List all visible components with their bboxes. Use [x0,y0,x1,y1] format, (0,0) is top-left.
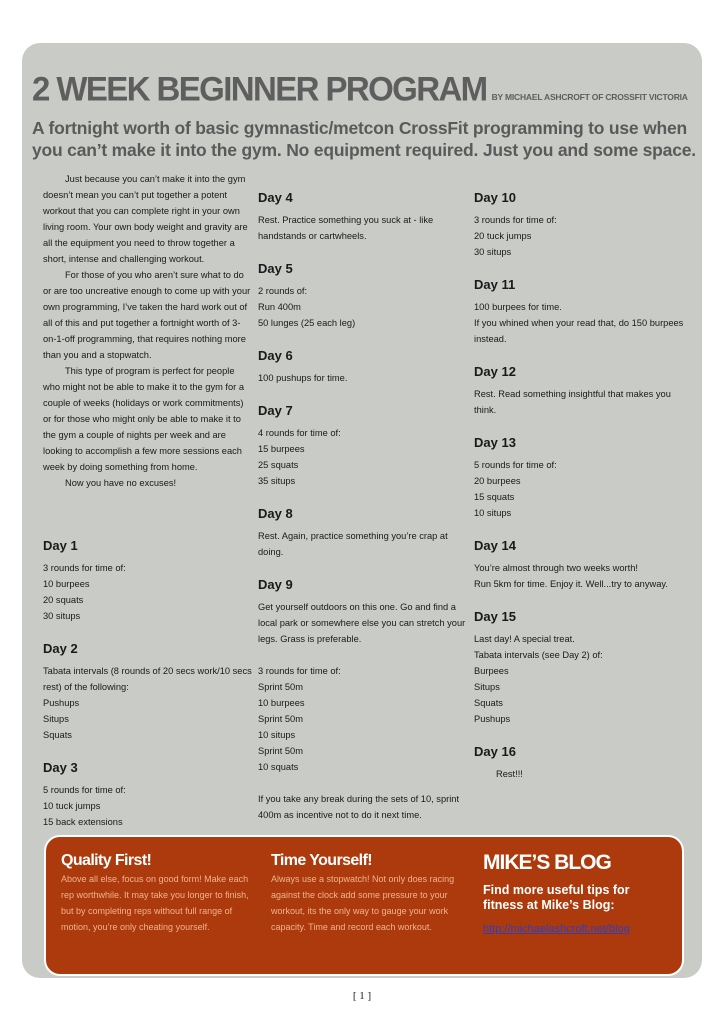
day-13 [474,435,684,521]
day-line: 50 lunges (25 each leg) [258,318,356,328]
column-3 [474,190,684,799]
column-1-days [43,538,253,847]
day-line: Sprint 50m [258,714,303,724]
day-line: Tabata intervals (8 rounds of 20 secs work/10 secs rest) of the following: [43,666,252,692]
day-line: 100 pushups for time. [258,373,348,383]
day-line: Run 5km for time. Enjoy it. Well...try to anyway. [474,579,668,589]
day-line: 15 back extensions [43,817,123,827]
day-line: 3 rounds for time of: [43,563,126,573]
blog-heading: MIKE’S BLOG [483,851,611,874]
day-line: 10 situps [474,508,512,518]
day-heading: Day 6 [258,348,293,363]
day-line: 25 squats [258,460,299,470]
day-line: 5 rounds for time of: [474,460,557,470]
day-line: Rest!!! [496,769,523,779]
day-line: 10 burpees [43,579,90,589]
day-intro: Get yourself outdoors on this one. Go and find a local park or somewhere else you can stretch your legs. Grass is preferable. [258,602,466,644]
day-line: Rest. Practice something you suck at - like handstands or cartwheels. [258,215,434,241]
day-line: 30 situps [43,611,81,621]
day-line: 10 squats [258,762,299,772]
day-7 [258,403,468,489]
day-line: 100 burpees for time. [474,302,562,312]
blog-box [483,851,668,935]
time-yourself-heading: Time Yourself! [271,852,372,869]
byline: BY MICHAEL ASHCROFT OF CROSSFIT VICTORIA [491,92,688,102]
day-line: 15 burpees [258,444,305,454]
day-heading: Day 12 [474,364,516,379]
day-line: Tabata intervals (see Day 2) of: [474,650,603,660]
day-heading: Day 1 [43,538,78,553]
day-line: 10 burpees [258,698,305,708]
day-line: If you whined when your read that, do 150 burpees instead. [474,318,684,344]
day-15 [474,609,684,727]
day-heading: Day 5 [258,261,293,276]
day-line: Burpees [474,666,509,676]
day-line: 20 burpees [474,476,521,486]
page-title [32,70,688,108]
time-yourself-box [271,851,461,935]
day-line: 5 rounds for time of: [43,785,126,795]
blog-link[interactable]: http://michaelashcroft.net/blog [483,923,630,935]
quality-first-box [61,851,261,935]
tips-banner [44,835,684,976]
day-1 [43,538,253,624]
day-line: Situps [474,682,500,692]
intro-paragraph: Now you have no excuses! [65,478,177,488]
column-1 [43,171,253,491]
day-line: Sprint 50m [258,682,303,692]
day-3 [43,760,253,830]
time-yourself-text: Always use a stopwatch! Not only does racing against the clock add some pressure to your workout, its the only way to gauge your work capacity. Time and record each workout. [271,874,455,932]
intro-paragraph: Just because you can’t make it into the gym doesn’t mean you can’t put together a potent workout that you can complete right in your own living room. Your own body weight and gravity are all the equipment you need to throw together a short, intense and challenging workout. [43,174,248,264]
day-heading: Day 11 [474,277,516,292]
day-5 [258,261,468,331]
subtitle: A fortnight worth of basic gymnastic/metcon CrossFit programming to use when you can’t make it into the gym. No equipment required. Just you and some space. [32,118,696,160]
column-2 [258,190,468,840]
day-8 [258,506,468,560]
day-16 [474,744,684,782]
intro-paragraph: This type of program is perfect for people who might not be able to make it to the gym for a couple of weeks (holidays or work commitments) or for those who might only be able to make it to the gym a couple of nights per week and are looking to accomplish a few more sessions each week by doing something from home. [43,366,245,472]
day-line: 30 situps [474,247,512,257]
day-line: 15 squats [474,492,515,502]
day-2 [43,641,253,743]
day-heading: Day 9 [258,577,293,592]
day-line: Rest. Read something insightful that makes you think. [474,389,671,415]
day-line: Squats [474,698,503,708]
day-line: 3 rounds for time of: [258,666,341,676]
day-line: 2 rounds of: [258,286,308,296]
blog-text: Find more useful tips for fitness at Mike’s Blog: [483,883,630,912]
day-14 [474,538,684,592]
day-heading: Day 10 [474,190,516,205]
day-line: 10 tuck jumps [43,801,101,811]
day-heading: Day 15 [474,609,516,624]
day-6 [258,348,468,386]
day-heading: Day 2 [43,641,78,656]
day-line: 35 situps [258,476,296,486]
day-line: Run 400m [258,302,301,312]
day-line: 20 tuck jumps [474,231,532,241]
day-line: Squats [43,730,72,740]
day-12 [474,364,684,418]
day-heading: Day 3 [43,760,78,775]
quality-first-text: Above all else, focus on good form! Make each rep worthwhile. It may take you longer to finish, but by completing reps without full range of motion, you’re only cheating yourself. [61,874,249,932]
day-11 [474,277,684,347]
day-heading: Day 16 [474,744,516,759]
day-line: 4 rounds for time of: [258,428,341,438]
quality-first-heading: Quality First! [61,852,152,869]
day-note: If you take any break during the sets of 10, sprint 400m as incentive not to do it next time. [258,794,460,820]
day-line: You’re almost through two weeks worth! [474,563,638,573]
intro-paragraph: For those of you who aren’t sure what to do or are too uncreative enough to come up with your own programming, I’ve taken the hard work out of all of this and put together a fortnight worth of 3-on-1-off programming, that requires nothing more than you and a stopwatch. [43,270,251,360]
day-line: Pushups [43,698,80,708]
day-heading: Day 13 [474,435,516,450]
day-heading: Day 4 [258,190,293,205]
day-line: Rest. Again, practice something you’re crap at doing. [258,531,448,557]
page-number: [ 1 ] [352,990,372,1002]
day-10 [474,190,684,260]
day-line: Sprint 50m [258,746,303,756]
day-line: 3 rounds for time of: [474,215,557,225]
day-9 [258,577,468,823]
day-heading: Day 8 [258,506,293,521]
day-line: Last day! A special treat. [474,634,575,644]
day-line: 20 squats [43,595,84,605]
day-heading: Day 14 [474,538,516,553]
day-line: 10 situps [258,730,296,740]
day-line: Pushups [474,714,511,724]
day-4 [258,190,468,244]
program-title: 2 WEEK BEGINNER PROGRAM [32,69,487,108]
day-line: Situps [43,714,69,724]
day-heading: Day 7 [258,403,293,418]
